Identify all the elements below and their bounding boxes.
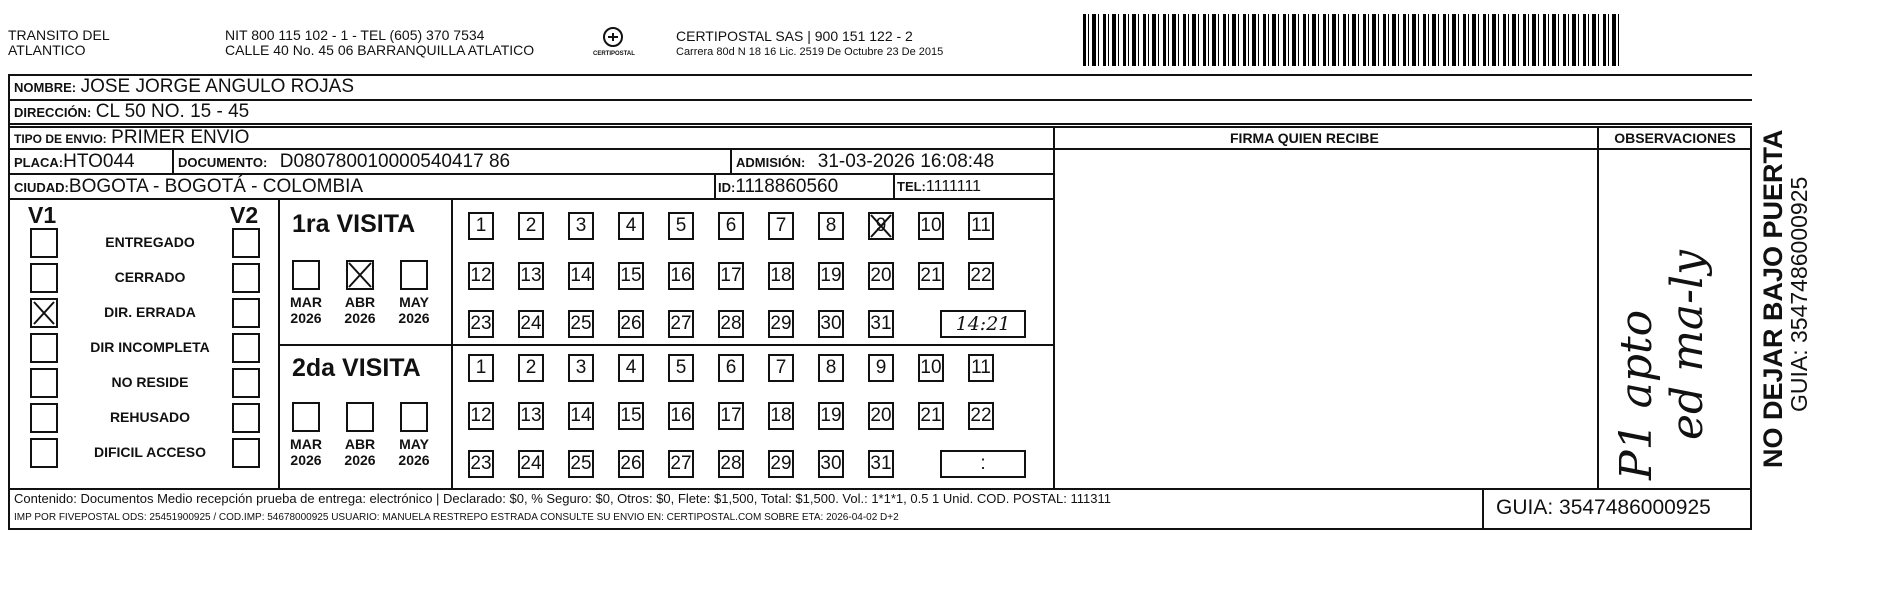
first-day-box[interactable]: 9 xyxy=(868,212,894,240)
second-month-label: MAY 2026 xyxy=(398,436,430,468)
second-month-checkbox[interactable] xyxy=(292,402,320,432)
second-day-box[interactable]: 19 xyxy=(818,402,844,430)
first-day-box[interactable]: 16 xyxy=(668,262,694,290)
second-day-box[interactable]: 18 xyxy=(768,402,794,430)
first-day-box[interactable]: 15 xyxy=(618,262,644,290)
v1-checkbox[interactable] xyxy=(30,368,58,398)
second-day-box[interactable]: 11 xyxy=(968,354,994,382)
second-day-box[interactable]: 15 xyxy=(618,402,644,430)
direccion-row: DIRECCIÓN: CL 50 NO. 15 - 45 xyxy=(14,101,250,122)
id-field: ID:1118860560 xyxy=(718,176,839,197)
status-label: REHUSADO xyxy=(109,409,191,425)
first-day-box[interactable]: 14 xyxy=(568,262,594,290)
first-day-box[interactable]: 31 xyxy=(868,310,894,338)
v1-checkbox[interactable] xyxy=(30,438,58,468)
second-day-box[interactable]: 23 xyxy=(468,450,494,478)
tel-field: TEL:1111111 xyxy=(897,178,982,195)
first-day-box[interactable]: 23 xyxy=(468,310,494,338)
first-day-box[interactable]: 29 xyxy=(768,310,794,338)
second-day-box[interactable]: 10 xyxy=(918,354,944,382)
first-day-box[interactable]: 7 xyxy=(768,212,794,240)
second-day-box[interactable]: 13 xyxy=(518,402,544,430)
v1-checkbox[interactable] xyxy=(30,403,58,433)
first-day-box[interactable]: 8 xyxy=(818,212,844,240)
first-day-box[interactable]: 6 xyxy=(718,212,744,240)
company-info: CERTIPOSTAL SAS | 900 151 122 - 2 Carrera 80d N 18 16 Lic. 2519 De Octubre 23 De 2015 xyxy=(676,28,944,58)
first-day-box[interactable]: 4 xyxy=(618,212,644,240)
first-day-box[interactable]: 3 xyxy=(568,212,594,240)
documento-field: DOCUMENTO: D080780010000540417 86 xyxy=(178,151,511,172)
handwritten-note-1: P1 apto xyxy=(1611,309,1662,480)
first-day-box[interactable]: 22 xyxy=(968,262,994,290)
placa-field: PLACA:HTO044 xyxy=(14,151,135,172)
v2-checkbox[interactable] xyxy=(232,298,260,328)
observaciones-header: OBSERVACIONES xyxy=(1614,130,1736,146)
v2-checkbox[interactable] xyxy=(232,368,260,398)
first-day-box[interactable]: 19 xyxy=(818,262,844,290)
first-day-box[interactable]: 1 xyxy=(468,212,494,240)
ciudad-field: CIUDAD:BOGOTA - BOGOTÁ - COLOMBIA xyxy=(14,176,364,197)
firma-header: FIRMA QUIEN RECIBE xyxy=(1230,130,1379,146)
second-day-box[interactable]: 7 xyxy=(768,354,794,382)
second-day-box[interactable]: 16 xyxy=(668,402,694,430)
second-day-box[interactable]: 6 xyxy=(718,354,744,382)
second-month-label: ABR 2026 xyxy=(344,436,376,468)
nombre-row: NOMBRE: JOSE JORGE ANGULO ROJAS xyxy=(14,76,355,97)
v2-checkbox[interactable] xyxy=(232,228,260,258)
first-visit-label: 1ra VISITA xyxy=(292,210,416,238)
second-day-box[interactable]: 3 xyxy=(568,354,594,382)
first-day-box[interactable]: 12 xyxy=(468,262,494,290)
second-day-box[interactable]: 1 xyxy=(468,354,494,382)
v2-checkbox[interactable] xyxy=(232,403,260,433)
v1-label: V1 xyxy=(28,202,57,228)
first-month-checkbox[interactable] xyxy=(346,260,374,290)
second-day-box[interactable]: 22 xyxy=(968,402,994,430)
status-label: ENTREGADO xyxy=(105,234,195,250)
first-month-label: MAY 2026 xyxy=(398,294,430,326)
certipostal-logo: CERTIPOSTAL xyxy=(593,26,633,57)
first-day-box[interactable]: 25 xyxy=(568,310,594,338)
first-day-box[interactable]: 24 xyxy=(518,310,544,338)
first-day-box[interactable]: 30 xyxy=(818,310,844,338)
status-label: DIFICIL ACCESO xyxy=(93,444,206,460)
second-day-box[interactable]: 28 xyxy=(718,450,744,478)
first-month-checkbox[interactable] xyxy=(292,260,320,290)
second-day-box[interactable]: 5 xyxy=(668,354,694,382)
first-day-box[interactable]: 26 xyxy=(618,310,644,338)
tipo-envio-row: TIPO DE ENVIO: PRIMER ENVIO xyxy=(14,127,250,148)
first-day-box[interactable]: 2 xyxy=(518,212,544,240)
v1-checkbox[interactable] xyxy=(30,333,58,363)
status-label: DIR INCOMPLETA xyxy=(90,339,210,355)
second-day-box[interactable]: 12 xyxy=(468,402,494,430)
barcode xyxy=(1083,14,1620,66)
second-day-box[interactable]: 14 xyxy=(568,402,594,430)
second-day-box[interactable]: 25 xyxy=(568,450,594,478)
second-day-box[interactable]: 2 xyxy=(518,354,544,382)
first-time-box[interactable]: 14:21 xyxy=(940,310,1026,338)
first-day-box[interactable]: 27 xyxy=(668,310,694,338)
second-time-box[interactable]: : xyxy=(940,450,1026,478)
second-day-box[interactable]: 31 xyxy=(868,450,894,478)
second-day-box[interactable]: 8 xyxy=(818,354,844,382)
second-visit-label: 2da VISITA xyxy=(292,354,421,382)
second-day-box[interactable]: 17 xyxy=(718,402,744,430)
second-day-box[interactable]: 20 xyxy=(868,402,894,430)
second-day-box[interactable]: 27 xyxy=(668,450,694,478)
first-month-label: ABR 2026 xyxy=(344,294,376,326)
guia-footer: GUIA: 3547486000925 xyxy=(1496,496,1711,519)
first-day-box[interactable]: 28 xyxy=(718,310,744,338)
sender-name: TRANSITO DEL ATLANTICO xyxy=(8,27,110,58)
v1-checkbox[interactable] xyxy=(30,298,58,328)
first-day-box[interactable]: 21 xyxy=(918,262,944,290)
second-day-box[interactable]: 26 xyxy=(618,450,644,478)
v1-checkbox[interactable] xyxy=(30,228,58,258)
v2-label: V2 xyxy=(230,202,259,228)
v2-checkbox[interactable] xyxy=(232,263,260,293)
first-day-box[interactable]: 13 xyxy=(518,262,544,290)
second-day-box[interactable]: 21 xyxy=(918,402,944,430)
imp-line: IMP POR FIVEPOSTAL ODS: 25451900925 / COD.IMP: 54678000925 USUARIO: MANUELA RESTREPO ESTRADA CONSULTE SU ENVIO EN: CERTIPOSTAL.COM SOBRE ETA: 2026-04-02 D+2 xyxy=(14,512,899,523)
second-month-checkbox[interactable] xyxy=(400,402,428,432)
first-day-box[interactable]: 11 xyxy=(968,212,994,240)
second-day-box[interactable]: 9 xyxy=(868,354,894,382)
v2-checkbox[interactable] xyxy=(232,438,260,468)
no-dejar-bajo-puerta: NO DEJAR BAJO PUERTA xyxy=(1758,129,1788,468)
first-day-box[interactable]: 5 xyxy=(668,212,694,240)
status-label: CERRADO xyxy=(114,269,186,285)
second-month-checkbox[interactable] xyxy=(346,402,374,432)
status-label: DIR. ERRADA xyxy=(104,304,196,320)
v2-checkbox[interactable] xyxy=(232,333,260,363)
handwritten-note-2: ed ma-ly xyxy=(1662,250,1713,440)
first-month-checkbox[interactable] xyxy=(400,260,428,290)
second-day-box[interactable]: 30 xyxy=(818,450,844,478)
first-month-label: MAR 2026 xyxy=(290,294,322,326)
second-day-box[interactable]: 29 xyxy=(768,450,794,478)
second-month-label: MAR 2026 xyxy=(290,436,322,468)
sender-info: NIT 800 115 102 - 1 - TEL (605) 370 7534 CALLE 40 No. 45 06 BARRANQUILLA ATLATICO xyxy=(225,27,535,58)
first-day-box[interactable]: 18 xyxy=(768,262,794,290)
status-label: NO RESIDE xyxy=(111,374,189,390)
second-day-box[interactable]: 4 xyxy=(618,354,644,382)
guia-vertical: GUIA: 3547486000925 xyxy=(1786,176,1812,412)
first-day-box[interactable]: 17 xyxy=(718,262,744,290)
contenido-line: Contenido: Documentos Medio recepción prueba de entrega: electrónico | Declarado: $0, % Seguro: $0, Otros: $0, Flete: $1,500, Total: $1,500. Vol.: 1*1*1, 0.5 1 Unid. COD. POSTAL: 111311 xyxy=(14,491,1111,506)
second-day-box[interactable]: 24 xyxy=(518,450,544,478)
first-day-box[interactable]: 10 xyxy=(918,212,944,240)
v1-checkbox[interactable] xyxy=(30,263,58,293)
admision-field: ADMISIÓN: 31-03-2026 16:08:48 xyxy=(736,151,995,172)
first-day-box[interactable]: 20 xyxy=(868,262,894,290)
